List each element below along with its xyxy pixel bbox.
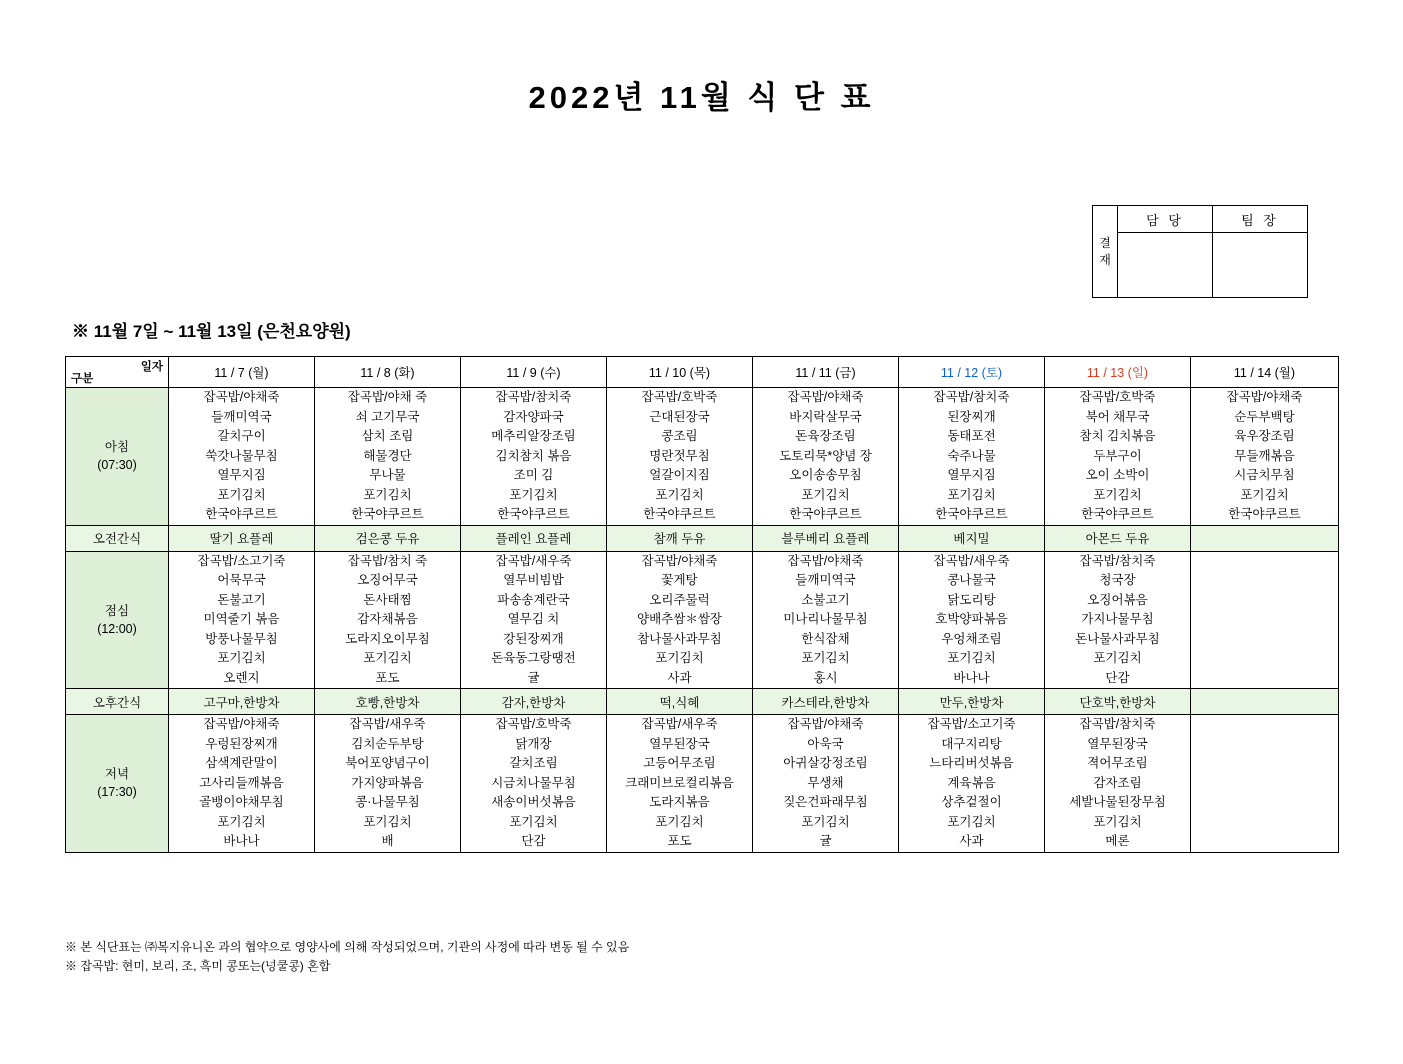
breakfast-cell-0: 잡곡밥/야채죽 들깨미역국 갈치구이 쑥갓나물무침 열무지짐 포기김치 한국야쿠르트	[169, 388, 315, 526]
dinner-cell-4: 잡곡밥/야채죽 아욱국 아귀살강정조림 무생채 짖은건파래무침 포기김치 귤	[753, 715, 899, 853]
corner-header	[66, 357, 169, 388]
approval-label	[1093, 206, 1118, 298]
page-title: 2022년 11월 식 단 표	[528, 80, 875, 115]
morning-snack-cell-4: 블루베리 요플레	[753, 525, 899, 551]
lunch-row	[66, 551, 1339, 689]
row-label-dinner-time: (17:30)	[97, 785, 137, 800]
morning-snack-cell-0: 딸기 요플레	[169, 525, 315, 551]
morning-snack-cell-5: 베지밀	[899, 525, 1045, 551]
afternoon-snack-cell-3: 떡,식혜	[607, 689, 753, 715]
row-label-lunch	[66, 551, 169, 689]
morning-snack-row	[66, 525, 1339, 551]
afternoon-snack-cell-6: 단호박,한방차	[1045, 689, 1191, 715]
day-header-4: 11 / 11 (금)	[753, 357, 899, 388]
afternoon-snack-cell-4: 카스테라,한방차	[753, 689, 899, 715]
corner-label-category: 구분	[71, 373, 94, 385]
approval-column-manager: 담 당	[1118, 206, 1213, 233]
breakfast-cell-1: 잡곡밥/야채 죽 쇠 고기무국 삼치 조림 해물경단 무나물 포기김치 한국야쿠르트	[315, 388, 461, 526]
approval-stamp-box	[1092, 205, 1308, 298]
table-header-row	[66, 357, 1339, 388]
row-label-breakfast-name: 아침	[104, 440, 130, 455]
breakfast-cell-4: 잡곡밥/야채죽 바지락살무국 돈육장조림 도토리묵*양념 장 오이송송무침 포기김치 한국야쿠르트	[753, 388, 899, 526]
lunch-cell-1: 잡곡밥/참치 죽 오징어무국 돈사태찜 감자채볶음 도라지오이무침 포기김치 포도	[315, 551, 461, 689]
breakfast-cell-6: 잡곡밥/호박죽 북어 채무국 참치 김치볶음 두부구이 오이 소박이 포기김치 한국야쿠르트	[1045, 388, 1191, 526]
day-header-6: 11 / 13 (일)	[1045, 357, 1191, 388]
day-header-5: 11 / 12 (토)	[899, 357, 1045, 388]
morning-snack-cell-6: 아몬드 두유	[1045, 525, 1191, 551]
row-label-dinner-name: 저녁	[104, 767, 130, 782]
day-header-1: 11 / 8 (화)	[315, 357, 461, 388]
footnotes	[65, 938, 629, 976]
afternoon-snack-cell-2: 감자,한방차	[461, 689, 607, 715]
breakfast-row	[66, 388, 1339, 526]
morning-snack-cell-7	[1191, 525, 1339, 551]
lunch-cell-7	[1191, 551, 1339, 689]
dinner-cell-6: 잡곡밥/참치죽 열무된장국 젹어무조림 감자조림 세발나물된장무침 포기김치 메론	[1045, 715, 1191, 853]
dinner-cell-5: 잡곡밥/소고기죽 대구지리탕 느타리버섯볶음 계육볶음 상추겉절이 포기김치 사과	[899, 715, 1045, 853]
footnote-1: ※ 본 식단표는 ㈜복지유니온 과의 협약으로 영양사에 의해 작성되었으며, 기관의 사정에 따라 변동 될 수 있음	[65, 940, 630, 954]
row-label-morning-snack: 오전간식	[66, 525, 169, 551]
dinner-cell-1: 잡곡밥/새우죽 김치순두부탕 북어포양념구이 가지양파볶음 콩·나물무침 포기김치 배	[315, 715, 461, 853]
dinner-row	[66, 715, 1339, 853]
lunch-cell-3: 잡곡밥/야채죽 꽃게탕 오리주물럭 양배추쌈＊쌈장 참나물사과무침 포기김치 사과	[607, 551, 753, 689]
weekly-menu-table	[65, 356, 1339, 853]
day-header-7: 11 / 14 (월)	[1191, 357, 1339, 388]
row-label-afternoon-snack: 오후간식	[66, 689, 169, 715]
dinner-cell-3: 잡곡밥/새우죽 열무된장국 고등어무조림 크래미브로컬리볶음 도라지볶음 포기김치 포도	[607, 715, 753, 853]
day-header-2: 11 / 9 (수)	[461, 357, 607, 388]
dinner-cell-2: 잡곡밥/호박죽 닭개장 갈치조림 시금치나물무침 새송이버섯볶음 포기김치 단감	[461, 715, 607, 853]
dinner-cell-0: 잡곡밥/야채죽 우렁된장찌개 삼색계란말이 고사리들깨볶음 골뱅이야채무침 포기김치 바나나	[169, 715, 315, 853]
approval-signature-teamlead	[1213, 233, 1308, 298]
breakfast-cell-5: 잡곡밥/참치죽 된장찌개 동태포전 숙주나물 열무지짐 포기김치 한국야쿠르트	[899, 388, 1045, 526]
lunch-cell-0: 잡곡밥/소고기죽 어묵무국 돈불고기 미역줄기 볶음 방풍나물무침 포기김치 오렌지	[169, 551, 315, 689]
breakfast-cell-2: 잡곡밥/참치죽 감자양파국 메추리알장조림 김치참치 볶음 조미 김 포기김치 한국야쿠르트	[461, 388, 607, 526]
breakfast-cell-7: 잡곡밥/야채죽 순두부백탕 육우장조림 무들깨볶음 시금치무침 포기김치 한국야쿠르트	[1191, 388, 1339, 526]
menu-document	[0, 72, 1403, 1064]
morning-snack-cell-2: 플레인 요플레	[461, 525, 607, 551]
approval-column-teamlead: 팀 장	[1213, 206, 1308, 233]
day-header-0: 11 / 7 (월)	[169, 357, 315, 388]
day-header-3: 11 / 10 (목)	[607, 357, 753, 388]
afternoon-snack-cell-0: 고구마,한방차	[169, 689, 315, 715]
approval-label-line2: 재	[1099, 252, 1111, 267]
row-label-lunch-name: 점심	[104, 603, 130, 618]
row-label-breakfast	[66, 388, 169, 526]
dinner-cell-7	[1191, 715, 1339, 853]
afternoon-snack-cell-7	[1191, 689, 1339, 715]
afternoon-snack-cell-5: 만두,한방차	[899, 689, 1045, 715]
corner-label-date: 일자	[140, 361, 163, 373]
afternoon-snack-row	[66, 689, 1339, 715]
lunch-cell-4: 잡곡밥/야채죽 들깨미역국 소불고기 미나리나물무침 한식잡채 포기김치 홍시	[753, 551, 899, 689]
period-heading: ※ 11월 7일 ~ 11월 13일 (은천요양원)	[72, 322, 351, 341]
breakfast-cell-3: 잡곡밥/호박죽 근대된장국 콩조림 명란젓무침 얼갈이지짐 포기김치 한국야쿠르트	[607, 388, 753, 526]
lunch-cell-5: 잡곡밥/새우죽 콩나물국 닭도리탕 호박양파볶음 우엉채조림 포기김치 바나나	[899, 551, 1045, 689]
morning-snack-cell-1: 검은콩 두유	[315, 525, 461, 551]
approval-signature-manager	[1118, 233, 1213, 298]
approval-label-line1: 결	[1099, 235, 1111, 250]
lunch-cell-6: 잡곡밥/참치죽 청국장 오징어볶음 가지나물무침 돈나물사과무침 포기김치 단감	[1045, 551, 1191, 689]
afternoon-snack-cell-1: 호빵,한방차	[315, 689, 461, 715]
row-label-breakfast-time: (07:30)	[97, 458, 137, 473]
footnote-2: ※ 잡곡밥: 현미, 보리, 조, 흑미 콩또는(넝쿨콩) 혼합	[65, 959, 331, 973]
row-label-dinner	[66, 715, 169, 853]
lunch-cell-2: 잡곡밥/새우죽 열무비빔밥 파송송계란국 열무김 치 강된장찌개 돈육동그랑땡전 귤	[461, 551, 607, 689]
morning-snack-cell-3: 참깨 두유	[607, 525, 753, 551]
row-label-lunch-time: (12:00)	[97, 621, 137, 636]
